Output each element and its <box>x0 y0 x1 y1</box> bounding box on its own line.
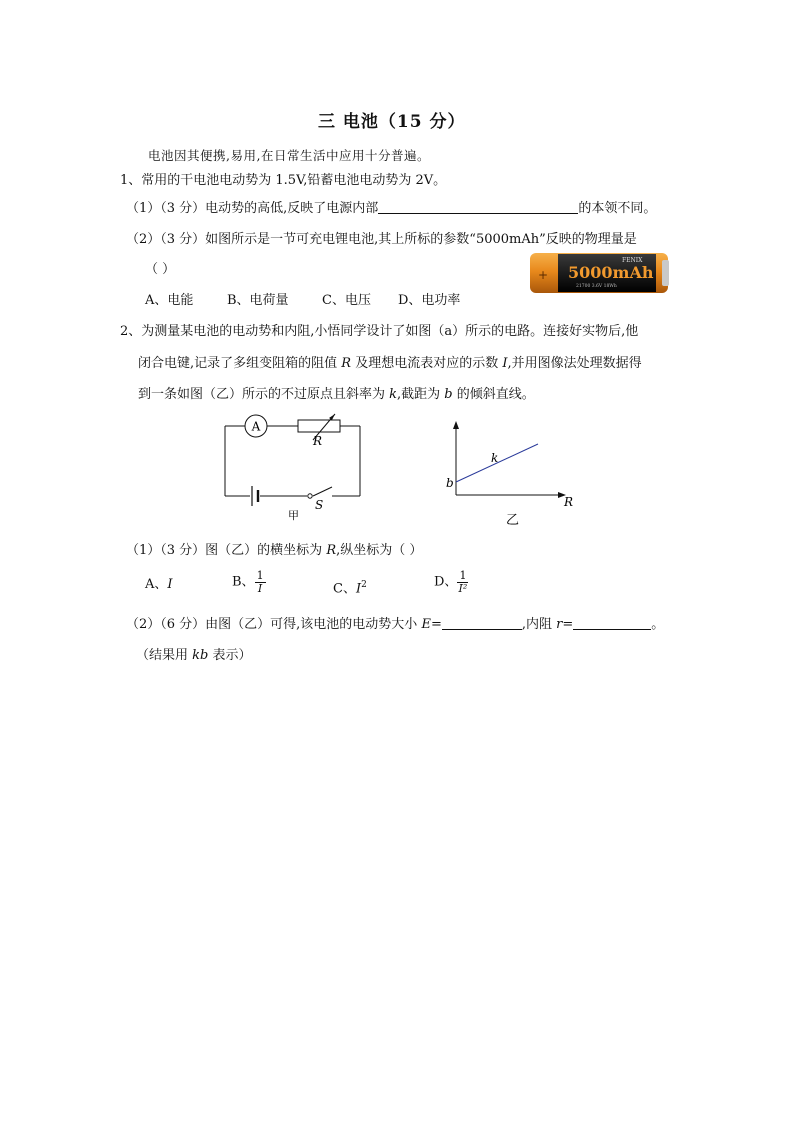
y-axis-arrow-icon <box>453 421 459 429</box>
q1-option-a[interactable]: A、电能 <box>145 293 194 308</box>
switch-label: S <box>315 498 324 512</box>
q1-part2: （2）（3 分）如图所示是一节可充电锂电池,其上所标的参数“5000mAh”反映的物理量是 <box>126 232 637 247</box>
battery-fine-print: 21700 3.6V 18Wh <box>576 284 617 289</box>
q1-part1-text: （1）（3 分）电动势的高低,反映了电源内部 <box>126 201 379 216</box>
battery-brand: FENIX <box>622 257 643 264</box>
q2-part2-var-e: E <box>421 617 431 632</box>
intro-text: 电池因其便携,易用,在日常生活中应用十分普遍。 <box>148 148 430 163</box>
q1-part1-text-after: 的本领不同。 <box>578 201 657 216</box>
circuit-caption: 甲 <box>288 509 299 522</box>
ammeter-label: A <box>251 419 261 434</box>
section-title: 三 电池（15 分） <box>318 112 466 132</box>
q2-part1-text: （1）（3 分）图（乙）的横坐标为 <box>126 543 327 558</box>
battery-capacity-label: 5000mAh <box>568 263 654 282</box>
graph-caption: 乙 <box>506 513 520 528</box>
q2-option-d-fraction: $\frac{1}{\text{I²}}$ <box>458 569 468 595</box>
graph-x-label: R <box>564 495 574 509</box>
q2-options <box>145 569 505 608</box>
resistor-label: R <box>313 434 323 448</box>
q2-var-b: b <box>444 387 453 402</box>
q2-line3 <box>138 387 535 403</box>
q2-line3-b: ,截距为 <box>397 387 445 402</box>
q2-line3-a: 到一条如图（乙）所示的不过原点且斜率为 <box>138 387 390 402</box>
q2-line2-b: 及理想电流表对应的示数 <box>351 356 503 371</box>
graph-line-label: k <box>491 451 499 465</box>
q2-option-d[interactable]: D、 $\frac{1}{\text{I²}}$ <box>434 569 468 595</box>
q2-part1-var: R <box>326 543 337 558</box>
graph-diagram <box>440 415 580 530</box>
resistor-arrowhead-icon <box>329 414 335 420</box>
q1-stem: 1、常用的干电池电动势为 1.5V,铅蓄电池电动势为 2V。 <box>120 173 447 188</box>
q1-part1 <box>126 200 656 217</box>
q1-part2-answer-paren[interactable]: （ ） <box>145 262 176 277</box>
q1-option-c[interactable]: C、电压 <box>322 293 371 308</box>
q2-option-a[interactable]: A、I <box>145 577 173 592</box>
q2-option-b[interactable]: B、 $\frac{1}{I}$ <box>232 569 264 595</box>
q1-part1-blank[interactable] <box>378 200 578 214</box>
battery-plus-icon: + <box>538 268 549 282</box>
q2-line1: 2、为测量某电池的电动势和内阻,小悟同学设计了如图（a）所示的电路。连接好实物后,他 <box>120 324 639 339</box>
q2-option-c[interactable]: C、$I^2$ <box>333 580 367 597</box>
q2-var-k: k <box>389 387 398 402</box>
q2-part2-text: （2）（6 分）由图（乙）可得,该电池的电动势大小 <box>126 617 422 632</box>
variable-resistor-icon <box>298 420 340 432</box>
q2-line2 <box>138 356 642 372</box>
battery-image <box>530 252 670 294</box>
q2-line3-c: 的倾斜直线。 <box>452 387 535 402</box>
q2-part2-var-r: r <box>556 617 563 632</box>
switch-contact-icon <box>308 494 312 498</box>
q2-var-i: I <box>502 356 508 371</box>
q2-note: （结果用 kb 表示） <box>136 648 252 663</box>
q2-line2-c: ,并用图像法处理数据得 <box>507 356 642 371</box>
q2-line2-a: 闭合电键,记录了多组变阻箱的阻值 <box>138 356 342 371</box>
switch-icon <box>313 487 332 496</box>
internal-resistance-answer-blank[interactable] <box>573 616 651 630</box>
q1-option-b[interactable]: B、电荷量 <box>227 293 289 308</box>
emf-answer-blank[interactable] <box>442 616 522 630</box>
circuit-diagram <box>215 410 375 525</box>
q1-option-d[interactable]: D、电功率 <box>398 293 461 308</box>
q2-part1-text2[interactable]: ,纵坐标为（ ） <box>336 543 423 558</box>
q2-part1 <box>126 543 422 559</box>
graph-intercept-label: b <box>446 476 454 490</box>
q2-var-r: R <box>341 356 352 371</box>
q2-part2: （2）（6 分）由图（乙）可得,该电池的电动势大小 E= ,内阻 r= 。 <box>126 617 665 632</box>
q2-option-b-fraction: $\frac{1}{I}$ <box>256 569 264 595</box>
